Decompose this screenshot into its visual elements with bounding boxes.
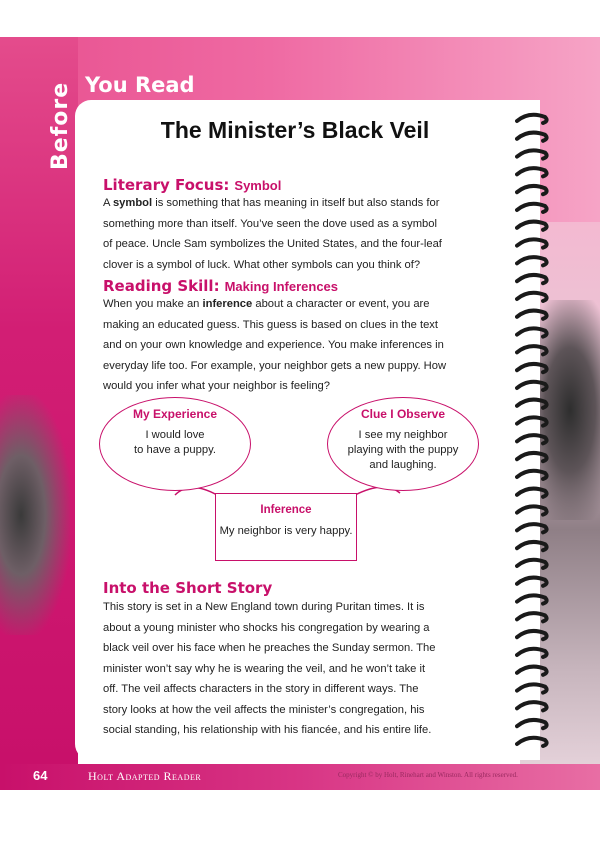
paragraph-line: and on your own knowledge and experience. You make inferences in	[103, 339, 444, 351]
clue-text	[343, 428, 463, 473]
spiral-ring	[517, 311, 547, 319]
paragraph-line: everyday life too. For example, your neighbor gets a new puppy. How	[103, 359, 447, 372]
paragraph-line: minister won’t say why he is wearing the veil, and he won’t take it	[103, 662, 426, 675]
paragraph-line: clover is a symbol of luck. What other symbols can you think of?	[103, 258, 421, 271]
spiral-ring	[517, 649, 547, 657]
paragraph-line: black veil over his face when he preaches the Sunday sermon. The	[103, 642, 436, 654]
spiral-ring	[517, 293, 547, 301]
clue-label: Clue I Observe	[360, 407, 446, 421]
reading-skill-label: Reading Skill:	[103, 277, 220, 295]
paragraph-line: off. The veil affects characters in the story in different ways. The	[103, 683, 419, 695]
experience-text	[115, 428, 235, 458]
page-card	[75, 100, 540, 760]
spiral-ring	[517, 382, 547, 390]
inference-label: Inference	[260, 504, 312, 516]
clue-line: I see my neighbor	[358, 429, 448, 441]
spiral-ring	[517, 471, 547, 479]
spiral-ring	[517, 453, 547, 461]
spiral-ring	[517, 239, 547, 247]
spiral-ring	[517, 631, 547, 639]
spiral-ring	[517, 417, 547, 425]
spiral-ring	[517, 275, 547, 283]
spiral-binding	[515, 105, 550, 755]
spiral-ring	[517, 115, 547, 123]
short-story-text	[103, 597, 503, 741]
paragraph-line: social standing, his relationship with his fiancée, and his entire life.	[103, 724, 432, 736]
paragraph-line: This story is set in a New England town during Puritan times. It is	[103, 601, 425, 613]
page-title: The Minister’s Black Veil	[160, 117, 430, 143]
spiral-ring	[517, 524, 547, 532]
short-story-heading	[103, 579, 272, 597]
book-title: Holt Adapted Reader	[88, 769, 202, 783]
spiral-ring	[517, 400, 547, 408]
paragraph-line: about a young minister who shocks his congregation by wearing a	[103, 621, 430, 634]
spiral-ring	[517, 168, 547, 176]
spiral-ring	[517, 222, 547, 230]
spiral-ring	[517, 560, 547, 568]
spiral-ring	[517, 578, 547, 586]
experience-line: I would love	[145, 429, 205, 441]
experience-oval	[99, 397, 251, 491]
paragraph-line: of peace. Uncle Sam symbolizes the United States, and the four-leaf	[103, 238, 442, 250]
experience-label: My Experience	[132, 407, 218, 421]
page-number: 64	[33, 768, 48, 783]
reading-skill-topic: Making Inferences	[224, 279, 339, 294]
paragraph-line: would you infer what your neighbor is feeling?	[103, 380, 330, 392]
spiral-ring	[517, 506, 547, 514]
spiral-ring	[517, 150, 547, 158]
paragraph-line: something more than itself. You’ve seen the dove used as a symbol	[103, 217, 437, 230]
copyright-notice: Copyright © by Holt, Rinehart and Winston. All rights reserved.	[338, 771, 518, 779]
spiral-ring	[517, 364, 547, 372]
inference-box	[215, 493, 357, 561]
experience-line: to have a puppy.	[134, 444, 216, 456]
clue-oval	[327, 397, 479, 491]
literary-focus-topic: Symbol	[234, 178, 282, 193]
before-label: Before	[48, 81, 73, 170]
spiral-ring	[517, 133, 547, 141]
spiral-ring	[517, 684, 547, 692]
literary-focus-label: Literary Focus:	[103, 176, 230, 194]
spiral-ring	[517, 257, 547, 265]
paragraph-line: story looks at how the veil affects the minister’s congregation, his	[103, 703, 425, 716]
spiral-ring	[517, 542, 547, 550]
spiral-ring	[517, 204, 547, 212]
you-read-label: You Read	[85, 73, 195, 97]
paragraph-line: A symbol is something that has meaning in itself but also stands for	[103, 197, 440, 209]
spiral-ring	[517, 346, 547, 354]
smoke-decoration-left	[0, 395, 70, 635]
paragraph-line: making an educated guess. This guess is based on clues in the text	[103, 318, 439, 331]
short-story-label: Into the Short Story	[103, 579, 273, 597]
spiral-ring	[517, 613, 547, 621]
spiral-ring	[517, 435, 547, 443]
spiral-ring	[517, 738, 547, 746]
clue-line: and laughing.	[369, 459, 437, 471]
paragraph-line: When you make an inference about a character or event, you are	[103, 298, 430, 310]
spiral-ring	[517, 489, 547, 497]
spiral-ring	[517, 702, 547, 710]
spiral-ring	[517, 595, 547, 603]
inference-text: My neighbor is very happy.	[219, 525, 353, 537]
spiral-ring	[517, 328, 547, 336]
spiral-ring	[517, 186, 547, 194]
spiral-ring	[517, 720, 547, 728]
spiral-ring	[517, 667, 547, 675]
clue-line: playing with the puppy	[347, 444, 459, 456]
